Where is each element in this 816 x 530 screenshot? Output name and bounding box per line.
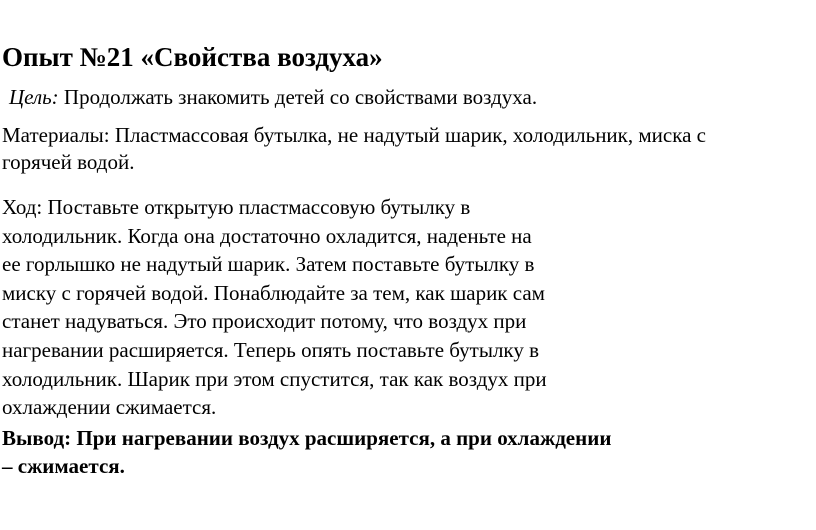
procedure-paragraph — [2, 193, 547, 422]
goal-label: Цель: — [9, 85, 59, 109]
page-title: Опыт №21 «Свойства воздуха» — [2, 42, 383, 72]
materials-line: Материалы: Пластмассовая бутылка, не надутый шарик, холодильник, миска с — [2, 123, 707, 147]
procedure-line: ее горлышко не надутый шарик. Затем поставьте бутылку в — [2, 252, 535, 277]
materials-paragraph — [2, 122, 814, 176]
goal-paragraph — [9, 84, 537, 110]
conclusion-line: Вывод: При нагревании воздух расширяется, а при охлаждении — [2, 426, 612, 450]
procedure-line: миску с горячей водой. Понаблюдайте за тем, как шарик сам — [2, 280, 545, 305]
conclusion-line: – сжимается. — [2, 454, 125, 478]
goal-text: Продолжать знакомить детей со свойствами воздуха. — [58, 85, 538, 109]
procedure-line: холодильник. Когда она достаточно охладится, наденьте на — [2, 223, 532, 248]
conclusion-paragraph — [2, 424, 611, 480]
procedure-line: нагревании расширяется. Теперь опять поставьте бутылку в — [2, 337, 539, 362]
procedure-line: Ход: Поставьте открытую пластмассовую бутылку в — [2, 195, 471, 219]
procedure-line: охлаждении сжимается. — [2, 395, 217, 420]
materials-line: горячей водой. — [2, 150, 135, 174]
procedure-line: холодильник. Шарик при этом спустится, так как воздух при — [2, 366, 547, 391]
procedure-line: станет надуваться. Это происходит потому, что воздух при — [2, 309, 527, 334]
